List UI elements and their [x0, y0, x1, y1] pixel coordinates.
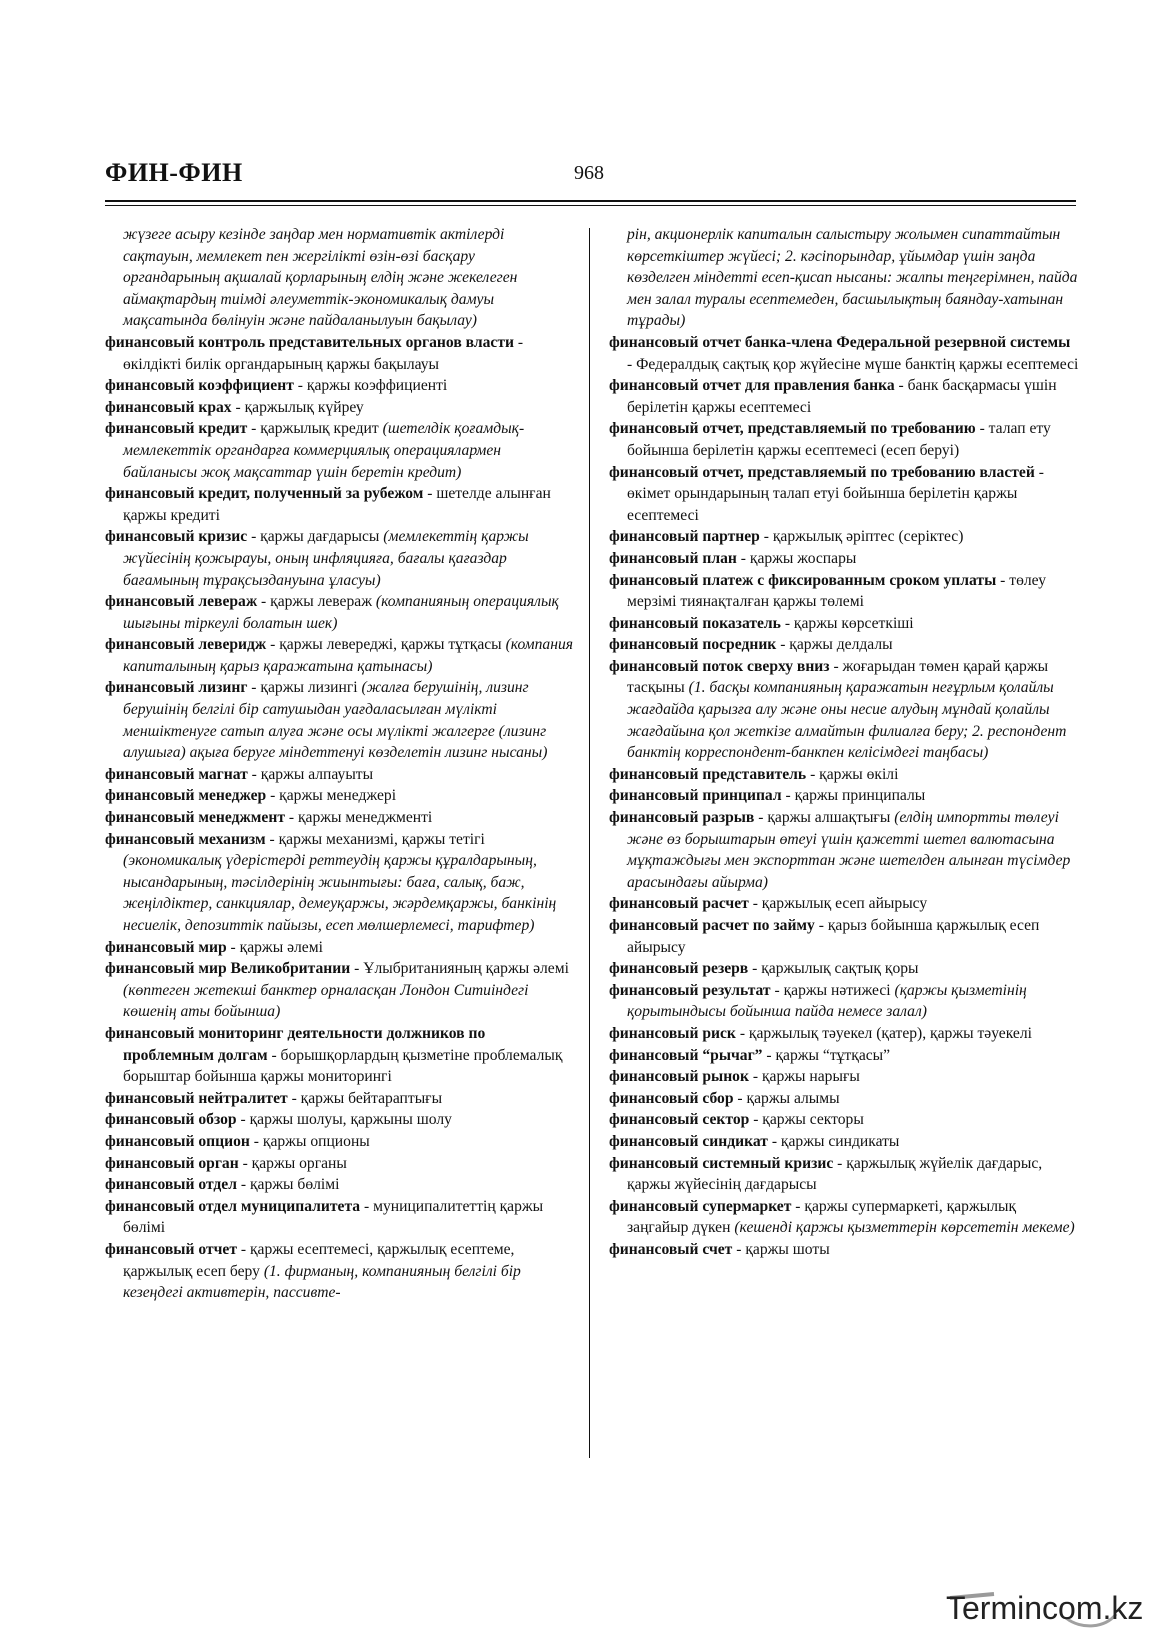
entry-translation: - қаржы механизмі, қаржы тетігі [265, 830, 485, 848]
entry-translation: - қаржы нарығы [748, 1068, 860, 1086]
right-column [609, 224, 1079, 1261]
entry-note: (1. басқы компанияның қаражатын неғұрлым қолайлы жағдайда қарызға алу және оны несие алудың мұндай қолайлы жағдайына қол жеткізе алмайтын филиалға беру; 2. респондент банктің корреспондент-банкпен келісімдегі таңбасы) [627, 679, 1067, 762]
dictionary-entry [609, 1088, 1079, 1110]
dictionary-entry [105, 785, 575, 807]
entry-translation: - банк басқармасы үшін берілетін қаржы есептемесі [627, 377, 1057, 416]
dictionary-entry [609, 634, 1079, 656]
header-rule-thin [105, 205, 1076, 206]
entry-term: финансовый счет [609, 1240, 733, 1258]
continuation-note: рін, акционерлік капиталын салыстыру жолымен сипаттайтын көрсеткіштер жүйесі; 2. кәсіпорындар, ұйымдар үшін заңда көзделген міндетті есеп-қисап нысаны: жалпы теңгерімнен, пайда мен залал туралы есептемеден, басшылықтың баяндау-хатынан тұрады) [627, 226, 1078, 330]
entry-term: финансовый риск [609, 1024, 736, 1042]
entry-term: финансовый расчет [609, 895, 749, 913]
entry-term: финансовый мониторинг деятельности должников по проблемным долгам [105, 1024, 486, 1064]
site-logo[interactable] [946, 1588, 1151, 1628]
entry-term: финансовый менеджмент [105, 809, 285, 827]
dictionary-entry [105, 591, 575, 634]
entry-term: финансовый план [609, 549, 737, 567]
dictionary-entry [105, 807, 575, 829]
entry-term: финансовый кризис [105, 528, 248, 546]
dictionary-entry [105, 1174, 575, 1196]
entry-note: (компанияның операциялық шығыны тіркеулі болатын шек) [123, 593, 559, 632]
dictionary-entry [609, 570, 1079, 613]
entry-translation: - талап ету бойынша берілетін қаржы есептемесі (есеп беруі) [627, 420, 1051, 459]
dictionary-entry [105, 1153, 575, 1175]
entry-translation: - қаржы “тұтқасы” [762, 1046, 891, 1064]
header-rule [105, 200, 1076, 202]
entry-translation: - қаржы органы [238, 1154, 347, 1172]
entry-term: финансовый сектор [609, 1111, 750, 1129]
entry-term: финансовый посредник [609, 636, 777, 654]
right-entry-list [609, 332, 1079, 1261]
entry-translation: - борышқорлардың қызметіне проблемалық борыштар бойынша қаржы мониторингі [123, 1046, 563, 1086]
entry-term: финансовый рынок [609, 1068, 749, 1086]
dictionary-entry [105, 958, 575, 1023]
entry-term: финансовый орган [105, 1154, 239, 1172]
entry-term: финансовый отдел муниципалитета [105, 1197, 361, 1215]
dictionary-entry [609, 526, 1079, 548]
entry-translation: - қаржы нәтижесі [770, 981, 895, 999]
entry-term: финансовый нейтралитет [105, 1089, 288, 1107]
entry-term: финансовый обзор [105, 1111, 237, 1129]
dictionary-entry [609, 613, 1079, 635]
dictionary-entry [609, 1045, 1079, 1067]
dictionary-entry [105, 1088, 575, 1110]
entry-note: (компания капиталының қарыз қаражатына қатынасы) [123, 636, 573, 675]
continuation-note: жүзеге асыру кезінде заңдар мен нормативтік актілерді сақтауын, мемлекет пен жергілікті өзін-өзі басқару органдарының ақшалай қорларының елдің және жекелеген аймақтардың тиімді әлеуметтік-экономикалық дамуы мақсатында бөлінуін және пайдаланылуын бақылау) [123, 226, 518, 330]
entry-translation: - қаржы шолуы, қаржыны шолу [236, 1111, 452, 1129]
entry-translation: - Федералдық сақтық қор жүйесіне мүше банктің қаржы есептемесі [627, 355, 1079, 373]
dictionary-entry [105, 764, 575, 786]
entry-term: финансовый магнат [105, 765, 248, 783]
entry-translation: - қаржы есептемесі, қаржылық есептеме, қаржылық есеп беру [123, 1240, 515, 1280]
entry-translation: - қаржы менеджері [266, 787, 397, 805]
entry-term: финансовый кредит [105, 420, 248, 438]
entry-term: финансовый отчет, представляемый по требованию [609, 420, 976, 438]
dictionary-entry [609, 418, 1079, 461]
entry-term: финансовый партнер [609, 528, 760, 546]
entry-term: финансовый кредит, полученный за рубежом [105, 485, 424, 503]
entry-translation: - қарыз бойынша қаржылық есеп айырысу [627, 917, 1040, 956]
dictionary-entry [105, 1023, 575, 1088]
entry-translation: - қаржы көрсеткіші [780, 614, 914, 632]
entry-translation: - қаржылық әріптес (серіктес) [759, 528, 964, 546]
dictionary-entry [609, 548, 1079, 570]
dictionary-entry [609, 656, 1079, 764]
entry-term: финансовый отдел [105, 1176, 237, 1194]
dictionary-entry [609, 332, 1079, 375]
left-column [105, 224, 575, 1304]
entry-term: финансовый отчет банка-члена Федеральной резервной системы [609, 333, 1071, 351]
entry-translation: - қаржы бейтараптығы [287, 1089, 443, 1107]
left-entry-list [105, 332, 575, 1304]
entry-translation: - қаржы принципалы [781, 787, 926, 805]
entry-term: финансовый леверидж [105, 636, 267, 654]
dictionary-entry [609, 462, 1079, 527]
entry-translation: - жоғарыдан төмен қарай қаржы тасқыны [627, 657, 1049, 697]
dictionary-entry [609, 1109, 1079, 1131]
entry-translation: - қаржы бөлімі [236, 1176, 340, 1194]
dictionary-entry [609, 1239, 1079, 1261]
page-number: 968 [574, 162, 604, 184]
entry-translation: - қаржылық тәуекел (қатер), қаржы тәуекелі [735, 1024, 1032, 1042]
dictionary-entry [609, 807, 1079, 893]
dictionary-entry [609, 893, 1079, 915]
entry-translation: - қаржы менеджменті [284, 809, 433, 827]
entry-note: (жалға берушінің, лизинг берушінің белгілі бір сатушыдан уағдаласылған мүлікті меншіктенуге сатып алуға және осы мүлікті жалгерге (лизинг алушыға) ақыға беруге міндеттенуі көзделетін лизинг нысаны) [123, 679, 548, 762]
entry-translation: - қаржы синдикаты [767, 1132, 900, 1150]
entry-term: финансовый механизм [105, 830, 266, 848]
entry-term: финансовый левераж [105, 593, 258, 611]
entry-term: финансовый контроль представительных органов власти [105, 333, 514, 351]
dictionary-entry [609, 1153, 1079, 1196]
entry-translation: - қаржы секторы [749, 1111, 864, 1129]
entry-term: финансовый принципал [609, 787, 782, 805]
dictionary-entry [105, 375, 575, 397]
dictionary-entry [609, 980, 1079, 1023]
dictionary-entry [105, 634, 575, 677]
entry-translation: - Ұлыбританияның қаржы әлемі [350, 960, 569, 978]
dictionary-entry [609, 915, 1079, 958]
entry-note: (кешенді қаржы қызметтерін көрсететін мекеме) [734, 1219, 1075, 1237]
entry-term: финансовый супермаркет [609, 1197, 792, 1215]
entry-term: финансовый расчет по займу [609, 917, 815, 934]
entry-term: финансовый лизинг [105, 679, 248, 697]
entry-term: финансовый отчет [105, 1240, 237, 1258]
entry-term: финансовый системный кризис [609, 1154, 834, 1172]
entry-term: финансовый результат [609, 981, 771, 999]
section-header: ФИН-ФИН [105, 158, 243, 187]
entry-term: финансовый поток сверху вниз [609, 657, 830, 675]
entry-term: финансовый платеж с фиксированным сроком уплаты [609, 571, 997, 589]
entry-term: финансовый крах [105, 398, 232, 416]
entry-translation: - қаржылық жүйелік дағдарыс, қаржы жүйесінің дағдарысы [627, 1154, 1043, 1194]
entry-translation: - қаржы левереджі, қаржы тұтқасы [266, 636, 506, 654]
entry-translation: - қаржылық есеп айырысу [748, 895, 928, 913]
dictionary-entry [105, 483, 575, 526]
entry-term: финансовый сбор [609, 1089, 734, 1107]
entry-translation: - қаржы алымы [733, 1089, 840, 1107]
dictionary-entry [105, 1196, 575, 1239]
entry-note: (шетелдік қоғамдық-мемлекеттік органдарға коммерциялық операциялармен байланысы жоқ мақсаттар үшін беретін кредит) [123, 420, 525, 481]
entry-term: финансовый синдикат [609, 1132, 768, 1150]
entry-note: (елдің импортты төлеуі және өз борыштарын өтеуі үшін қажетті шетел валютасына мұқтаждығы мен экспорттан және шетелден алынған түсімдер арасындағы айырма) [627, 809, 1071, 891]
entry-term: финансовый коэффициент [105, 377, 294, 395]
column-divider [589, 228, 590, 1458]
entry-translation: - өкімет орындарының талап етуі бойынша берілетін қаржы есептемесі [627, 463, 1044, 524]
entry-term: финансовый резерв [609, 960, 749, 978]
entry-note: (экономикалық үдерістерді реттеудің қаржы құралдарының, нысандарының, тәсілдерінің жиынтығы: баға, салық, баж, жеңілдіктер, санкциялар, демеуқаржы, жәрдемқаржы, банкінің несиелік, депозиттік пайызы, есеп мөлшерлемесі, тарифтер) [123, 852, 557, 934]
entry-note: (мемлекеттің қаржы жүйесінің қожырауы, оның инфляцияға, бағалы қағаздар бағамының тұрақсыздануына ұласуы) [123, 528, 529, 589]
dictionary-entry [609, 1066, 1079, 1088]
entry-translation: - төлеу мерзімі тиянақталған қаржы төлемі [627, 571, 1046, 611]
entry-translation: - шетелде алынған қаржы кредиті [123, 485, 551, 524]
dictionary-entry [105, 937, 575, 959]
dictionary-entry [609, 1023, 1079, 1045]
dictionary-entry [609, 764, 1079, 786]
entry-term: финансовый разрыв [609, 809, 755, 827]
dictionary-entry [105, 418, 575, 483]
entry-note: (қаржы қызметінің қорытындысы бойынша пайда немесе залал) [627, 981, 1027, 1021]
entry-note: (көптеген жетекші банктер орналасқан Лондон Ситиіндегі көшенің аты бойынша) [123, 981, 529, 1021]
entry-term: финансовый отчет, представляемый по требованию властей [609, 463, 1035, 481]
entry-translation: - қаржы әлемі [226, 938, 323, 956]
entry-translation: - қаржы опционы [249, 1132, 370, 1150]
entry-translation: - қаржылық сақтық қоры [748, 960, 919, 978]
entry-translation: - қаржы өкілі [806, 765, 899, 783]
entry-translation: - муниципалитеттің қаржы бөлімі [123, 1197, 544, 1237]
entry-translation: - қаржы жоспары [736, 549, 857, 567]
entry-term: финансовый представитель [609, 765, 807, 783]
entry-note: (1. фирманың, компанияның белгілі бір кезеңдегі активтерін, пассивте- [123, 1262, 521, 1302]
entry-translation: - қаржылық кредит [247, 420, 383, 438]
logo-text: Termincom.kz [946, 1589, 1144, 1626]
dictionary-entry [609, 1196, 1079, 1239]
entry-term: финансовый менеджер [105, 787, 267, 805]
entry-translation: - қаржы алпауыты [247, 765, 374, 783]
dictionary-entry [105, 397, 575, 419]
dictionary-entry [609, 958, 1079, 980]
dictionary-entry [105, 1131, 575, 1153]
dictionary-entry [105, 1239, 575, 1304]
dictionary-entry [609, 375, 1079, 418]
entry-term: финансовый показатель [609, 614, 781, 632]
entry-translation: - қаржылық күйреу [231, 398, 364, 416]
entry-translation: - қаржы лизингі [247, 679, 362, 697]
dictionary-entry [105, 1109, 575, 1131]
dictionary-entry [105, 526, 575, 591]
entry-term: финансовый отчет для правления банка [609, 377, 895, 395]
entry-translation: - қаржы дағдарысы [247, 528, 384, 546]
entry-term: финансовый мир Великобритании [105, 960, 351, 978]
dictionary-entry [105, 332, 575, 375]
dictionary-entry [105, 829, 575, 937]
entry-translation: - қаржы делдалы [776, 636, 893, 654]
entry-translation: - қаржы супермаркеті, қаржылық заңгайыр дүкен [627, 1197, 1017, 1237]
entry-translation: - қаржы коэффициенті [293, 377, 448, 395]
entry-term: финансовый опцион [105, 1132, 250, 1150]
dictionary-entry [105, 677, 575, 763]
entry-translation: - қаржы левераж [257, 593, 376, 611]
entry-translation: - қаржы шоты [732, 1240, 830, 1258]
entry-translation: - өкілдікті билік органдарының қаржы бақылауы [123, 333, 524, 373]
entry-term: финансовый “рычаг” [609, 1046, 763, 1064]
dictionary-entry [609, 785, 1079, 807]
entry-term: финансовый мир [105, 938, 227, 956]
entry-translation: - қаржы алшақтығы [754, 809, 895, 827]
dictionary-entry [609, 1131, 1079, 1153]
